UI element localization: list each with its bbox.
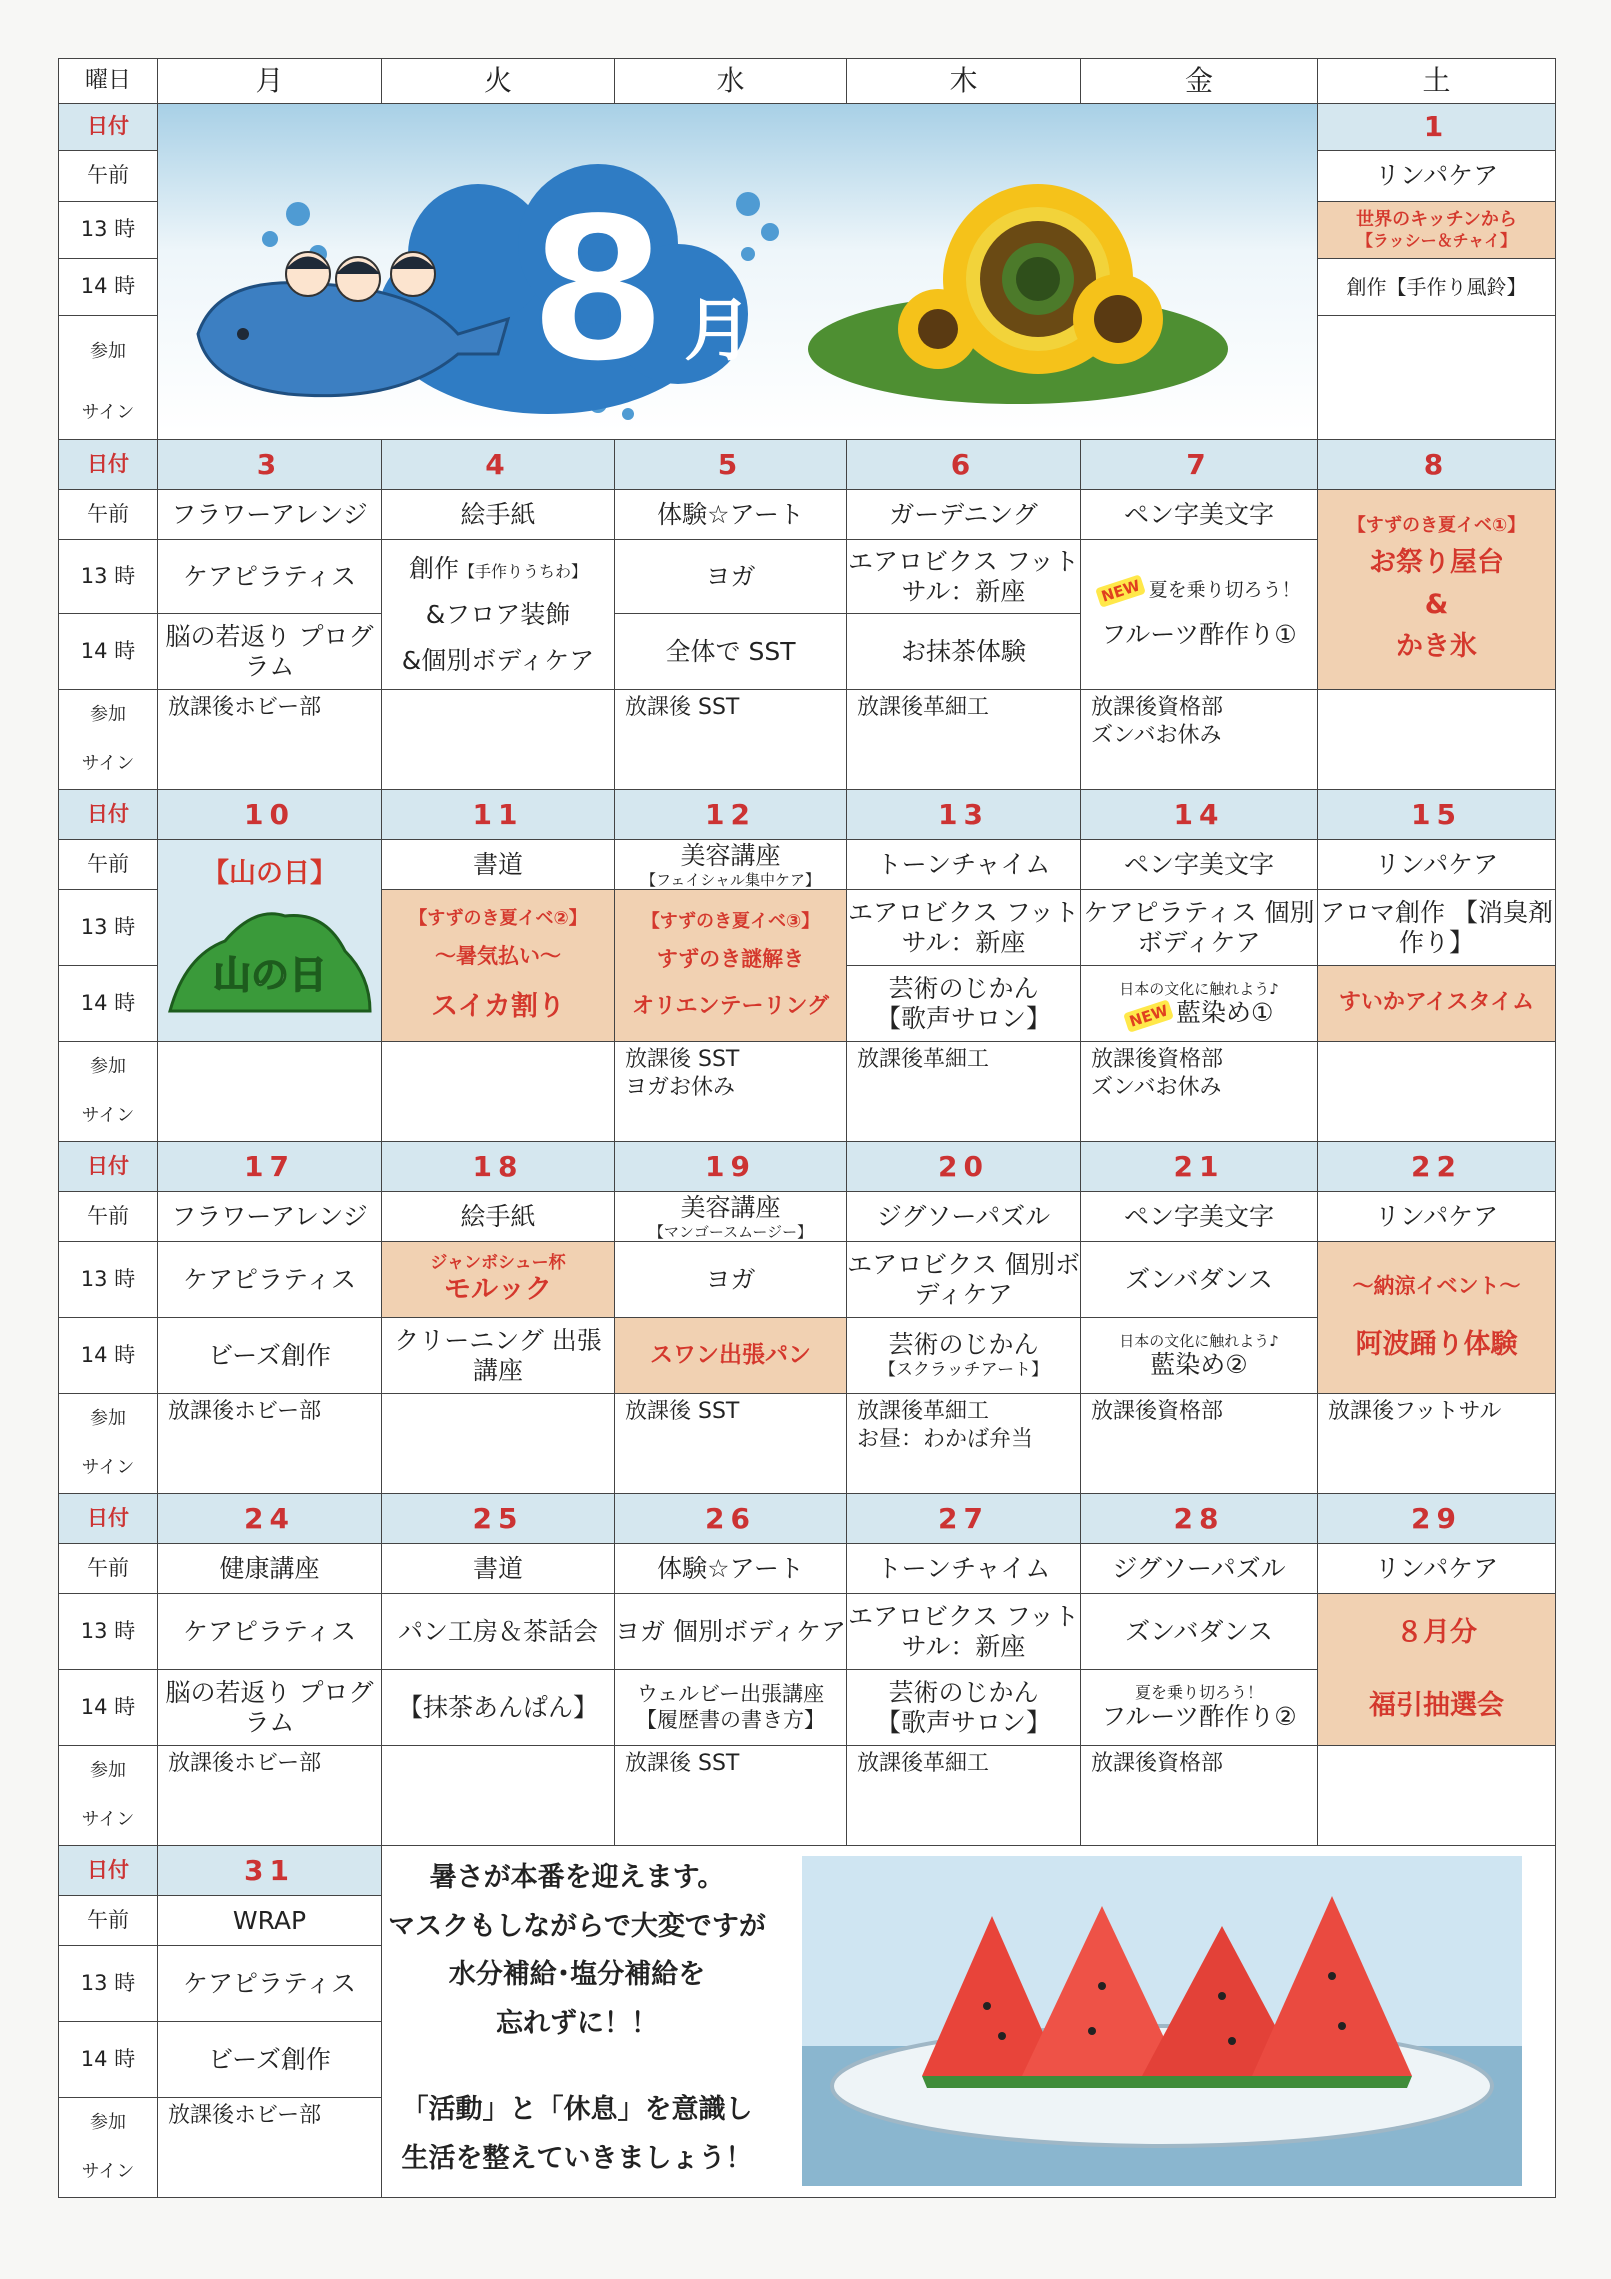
week5-sanka-row: [59, 1746, 1556, 1796]
week5-date-row: [59, 1494, 1556, 1544]
fri-after: 放課後資格部: [1081, 1394, 1318, 1494]
sat-event: [1318, 1594, 1556, 1746]
tue-h13-sub: 【手作りうちわ】: [459, 561, 588, 581]
tue-after: [382, 1746, 615, 1846]
wed-after: [615, 1042, 847, 1142]
sign-label: サイン: [59, 2148, 158, 2198]
thu-h14-title: 芸術のじかん: [888, 1330, 1039, 1360]
h13-label: 13 時: [59, 540, 158, 614]
date-3: 3: [158, 440, 382, 490]
h13-label: 13 時: [59, 1594, 158, 1670]
tue-h13: パン工房＆茶話会: [382, 1594, 615, 1670]
mon-h14: ビーズ創作: [158, 2022, 382, 2098]
new-badge-icon: NEW: [1123, 999, 1174, 1033]
date-18: 18: [382, 1142, 615, 1192]
am-label: 午前: [59, 1896, 158, 1946]
message-line5: 「活動」と「休息」を意識し: [401, 2094, 753, 2126]
week4-sanka-row: [59, 1394, 1556, 1444]
sign-label: サイン: [59, 740, 158, 790]
date-6: 6: [847, 440, 1081, 490]
wed-am-title: 美容講座: [680, 1192, 781, 1222]
thu-h13: エアロビクス フットサル：新座: [847, 890, 1081, 966]
date-21: 21: [1081, 1142, 1318, 1192]
date-11: 11: [382, 790, 615, 840]
sat-event-line1: ８月分: [1396, 1617, 1477, 1649]
date-5: 5: [615, 440, 847, 490]
fri-h13-h14: [1081, 540, 1318, 690]
date-27: 27: [847, 1494, 1081, 1544]
fri-after-1: 放課後資格部: [1091, 695, 1224, 720]
fri-h13-line: [1081, 576, 1317, 606]
sat-h14: 創作【手作り風鈴】: [1318, 259, 1556, 316]
date-8: 8: [1318, 440, 1556, 490]
week5-am-row: [59, 1544, 1556, 1594]
mon-am: フラワーアレンジ: [158, 490, 382, 540]
tue-h13-small: ジャンボシュー杯: [430, 1253, 566, 1274]
wed-am-title: 美容講座: [680, 840, 781, 870]
tue-event-sub: ～暑気払い～: [435, 943, 561, 968]
sat-h13: [1318, 202, 1556, 259]
thu-am: トーンチャイム: [847, 1544, 1081, 1594]
week5-13-row: [59, 1594, 1556, 1670]
mon-after: 放課後ホビー部: [158, 690, 382, 790]
fri-h14-note: 日本の文化に触れよう♪: [1119, 1331, 1279, 1350]
am-label: 午前: [59, 151, 158, 202]
mountain-icon: [165, 896, 375, 1016]
date-31: 31: [158, 1846, 382, 1896]
fri-h14-title: フルーツ酢作り②: [1101, 1702, 1297, 1732]
h13-label: 13 時: [59, 890, 158, 966]
fri-am: ペン字美文字: [1081, 840, 1318, 890]
date-22: 22: [1318, 1142, 1556, 1192]
wed-am: 体験☆アート: [615, 490, 847, 540]
fri-h14-note: 日本の文化に触れよう♪: [1119, 979, 1279, 998]
weekday-fri: 金: [1081, 59, 1318, 104]
date-15: 15: [1318, 790, 1556, 840]
tue-h13-title: 創作: [408, 553, 459, 583]
wed-after-2: ヨガお休み: [625, 1074, 736, 1100]
sign-label: サイン: [59, 1444, 158, 1494]
sanka-label: 参加: [59, 1746, 158, 1796]
new-badge-icon: NEW: [1095, 574, 1146, 608]
sanka-label: 参加: [59, 1042, 158, 1092]
wed-h14: 全体で SST: [615, 614, 847, 690]
holiday-sign-text: 山の日: [212, 953, 327, 998]
sat-event-line2: 福引抽選会: [1369, 1689, 1504, 1721]
banner-month-number: 8: [528, 174, 668, 407]
thu-after-1: 放課後革細工: [857, 1399, 990, 1424]
date-17: 17: [158, 1142, 382, 1192]
wed-h13: ヨガ: [615, 1242, 847, 1318]
week6-date-row: [59, 1846, 1556, 1896]
wed-after: 放課後 SST: [615, 1746, 847, 1846]
tue-after: [382, 690, 615, 790]
tue-h13: [382, 1242, 615, 1318]
week4-am-row: [59, 1192, 1556, 1242]
sanka-label: 参加: [59, 316, 158, 388]
thu-h14: [847, 966, 1081, 1042]
mon-h13: ケアピラティス: [158, 1242, 382, 1318]
message-line6: 生活を整えていきましょう！: [401, 2142, 753, 2174]
weekday-wed: 水: [615, 59, 847, 104]
thu-h13: エアロビクス フットサル：新座: [847, 540, 1081, 614]
closing-panel: [382, 1846, 1556, 2198]
wed-after: 放課後 SST: [615, 690, 847, 790]
sat-after: [1318, 1746, 1556, 1846]
tue-h13-main: モルック: [444, 1273, 552, 1305]
mon-h14: 脳の若返り プログラム: [158, 1670, 382, 1746]
week2-sanka-row: [59, 690, 1556, 740]
weekday-label: 曜日: [59, 59, 158, 104]
date-label: 日付: [59, 1142, 158, 1192]
message-line4: 忘れずに！！: [496, 2007, 658, 2039]
date-14: 14: [1081, 790, 1318, 840]
fri-h13-note: 夏を乗り切ろう！: [1148, 579, 1301, 602]
tue-h14: 【抹茶あんぱん】: [382, 1670, 615, 1746]
week3-sanka-row: [59, 1042, 1556, 1092]
fri-am: ペン字美文字: [1081, 1192, 1318, 1242]
fri-after-2: ズンバお休み: [1091, 1074, 1222, 1100]
mon-am: WRAP: [158, 1896, 382, 1946]
mon-after: 放課後ホビー部: [158, 1394, 382, 1494]
h14-label: 14 時: [59, 1318, 158, 1394]
weekday-thu: 木: [847, 59, 1081, 104]
weekday-header-row: [59, 59, 1556, 104]
calendar-table: [58, 58, 1556, 2198]
calendar-sheet: [58, 58, 1555, 2233]
tue-h14: &個別ボディケア: [401, 645, 595, 675]
tue-h13-line1: [382, 554, 614, 584]
sat-h13: アロマ創作 【消臭剤作り】: [1318, 890, 1556, 966]
thu-after: 放課後革細工: [847, 1746, 1081, 1846]
wed-am: [615, 840, 847, 890]
thu-h14: [847, 1318, 1081, 1394]
sat-am: リンパケア: [1318, 1544, 1556, 1594]
sat-event-line1: ～納涼イベント～: [1352, 1273, 1521, 1298]
wed-h13: ヨガ: [615, 540, 847, 614]
thu-am: ジグソーパズル: [847, 1192, 1081, 1242]
fri-h14-title: 藍染め②: [1150, 1349, 1248, 1379]
fri-h14: [1081, 1318, 1318, 1394]
sanka-label: 参加: [59, 690, 158, 740]
date-24: 24: [158, 1494, 382, 1544]
sat-h13-line1: 世界のキッチンから: [1356, 208, 1517, 230]
wed-after: 放課後 SST: [615, 1394, 847, 1494]
sat-after: [1318, 316, 1556, 440]
message-line3: 水分補給･塩分補給を: [448, 1959, 706, 1991]
mon-am: 健康講座: [158, 1544, 382, 1594]
week2-am-row: [59, 490, 1556, 540]
fri-h14: [1081, 1670, 1318, 1746]
fri-after-1: 放課後資格部: [1091, 1047, 1224, 1072]
thu-after-2: お昼：わかば弁当: [857, 1426, 1034, 1452]
fri-am: ペン字美文字: [1081, 490, 1318, 540]
date-10: 10: [158, 790, 382, 840]
weekday-tue: 火: [382, 59, 615, 104]
thu-h13: エアロビクス 個別ボディケア: [847, 1242, 1081, 1318]
sanka-label: 参加: [59, 2098, 158, 2148]
fri-h13: ズンバダンス: [1081, 1594, 1318, 1670]
wed-event-tag: 【すずのき夏イベ③】: [641, 910, 820, 932]
sat-event-line2: 阿波踊り体験: [1355, 1328, 1518, 1360]
am-label: 午前: [59, 490, 158, 540]
thu-h14-title: 芸術のじかん: [888, 973, 1039, 1003]
mon-after: 放課後ホビー部: [158, 2098, 382, 2198]
sat-event-line2: &: [1424, 589, 1449, 621]
sat-after: [1318, 1042, 1556, 1142]
message-line2: マスクもしながらで大変ですが: [388, 1910, 766, 1942]
tue-am: 絵手紙: [382, 1192, 615, 1242]
mon-h13: ケアピラティス: [158, 1594, 382, 1670]
date-label: 日付: [59, 1846, 158, 1896]
tue-event: [382, 890, 615, 1042]
date-label: 日付: [59, 1494, 158, 1544]
sat-after: 放課後フットサル: [1318, 1394, 1556, 1494]
date-label: 日付: [59, 104, 158, 151]
sat-am: リンパケア: [1318, 840, 1556, 890]
wed-am-sub: 【マンゴースムージー】: [648, 1222, 813, 1241]
thu-h14: [847, 1670, 1081, 1746]
am-label: 午前: [59, 1192, 158, 1242]
h13-label: 13 時: [59, 1946, 158, 2022]
thu-h14-sub: 【歌声サロン】: [875, 1707, 1051, 1737]
wed-event: [615, 890, 847, 1042]
sat-event: [1318, 1242, 1556, 1394]
h14-label: 14 時: [59, 259, 158, 316]
h14-label: 14 時: [59, 614, 158, 690]
sanka-label: 参加: [59, 1394, 158, 1444]
weekday-sat: 土: [1318, 59, 1556, 104]
sign-label: サイン: [59, 1796, 158, 1846]
h14-label: 14 時: [59, 966, 158, 1042]
date-12: 12: [615, 790, 847, 840]
date-29: 29: [1318, 1494, 1556, 1544]
h13-label: 13 時: [59, 1242, 158, 1318]
mon-h14: ビーズ創作: [158, 1318, 382, 1394]
sat-h13-line2: 【ラッシー＆チャイ】: [1356, 231, 1517, 251]
sat-am: リンパケア: [1318, 151, 1556, 202]
sign-label: サイン: [59, 1092, 158, 1142]
mon-holiday: [158, 840, 382, 1042]
thu-h14-sub: 【スクラッチアート】: [878, 1360, 1049, 1381]
h14-label: 14 時: [59, 2022, 158, 2098]
banner-illustration: [158, 104, 1318, 432]
tue-after: [382, 1394, 615, 1494]
fri-after: [1081, 690, 1318, 790]
thu-am: トーンチャイム: [847, 840, 1081, 890]
sat-event-line1: お祭り屋台: [1369, 546, 1504, 578]
tue-h13-h14: [382, 540, 615, 690]
thu-h14: お抹茶体験: [847, 614, 1081, 690]
thu-after: 放課後革細工: [847, 690, 1081, 790]
fri-after-2: ズンバお休み: [1091, 722, 1222, 748]
date-4: 4: [382, 440, 615, 490]
holiday-label: 【山の日】: [202, 857, 337, 889]
thu-after: 放課後革細工: [847, 1042, 1081, 1142]
wed-h14-text: スワン出張パン: [650, 1341, 811, 1368]
sat-h14-text: すいかアイスタイム: [1338, 990, 1535, 1016]
fri-h14-line: [1081, 997, 1317, 1031]
mon-after: 放課後ホビー部: [158, 1746, 382, 1846]
sign-label: サイン: [59, 388, 158, 440]
thu-am: ガーデニング: [847, 490, 1081, 540]
fri-h13: ズンバダンス: [1081, 1242, 1318, 1318]
mon-h13: ケアピラティス: [158, 1946, 382, 2022]
weekday-mon: 月: [158, 59, 382, 104]
fri-h13: ケアピラティス 個別ボディケア: [1081, 890, 1318, 966]
wed-h14-title: ウェルビー出張講座: [636, 1682, 825, 1707]
mon-h13: ケアピラティス: [158, 540, 382, 614]
date-28: 28: [1081, 1494, 1318, 1544]
am-label: 午前: [59, 840, 158, 890]
tue-am: 書道: [382, 1544, 615, 1594]
mon-h14: 脳の若返り プログラム: [158, 614, 382, 690]
sat-event-line3: かき氷: [1396, 631, 1477, 663]
wed-after-1: 放課後 SST: [625, 1047, 740, 1072]
fri-after: 放課後資格部: [1081, 1746, 1318, 1846]
week3-date-row: [59, 790, 1556, 840]
date-26: 26: [615, 1494, 847, 1544]
date-label: 日付: [59, 790, 158, 840]
banner-month-suffix: 月: [683, 292, 753, 371]
week3-am-row: [59, 840, 1556, 890]
fri-after: [1081, 1042, 1318, 1142]
wed-h13: ヨガ 個別ボディケア: [615, 1594, 847, 1670]
wed-h14-sub: 【履歴書の書き方】: [636, 1707, 825, 1732]
fri-h14-note: 夏を乗り切ろう！: [1134, 1682, 1263, 1702]
wed-am-sub: 【フェイシャル集中ケア】: [641, 870, 820, 889]
sat-am: リンパケア: [1318, 1192, 1556, 1242]
tue-h13-line2: &フロア装飾: [425, 599, 571, 629]
tue-h14: クリーニング 出張講座: [382, 1318, 615, 1394]
wed-h14: [615, 1670, 847, 1746]
h13-label: 13 時: [59, 202, 158, 259]
sat-h14: [1318, 966, 1556, 1042]
fri-h14: [1081, 966, 1318, 1042]
date-20: 20: [847, 1142, 1081, 1192]
august-banner: [158, 104, 1318, 440]
tue-event-tag: 【すずのき夏イベ②】: [409, 907, 587, 929]
thu-h13: エアロビクス フットサル：新座: [847, 1594, 1081, 1670]
date-19: 19: [615, 1142, 847, 1192]
thu-after: [847, 1394, 1081, 1494]
sat-after: [1318, 690, 1556, 790]
tue-event-main: スイカ割り: [431, 990, 565, 1022]
fri-h14-title: 藍染め①: [1175, 997, 1274, 1027]
fri-am: ジグソーパズル: [1081, 1544, 1318, 1594]
fri-h14: フルーツ酢作り①: [1101, 619, 1297, 649]
watermelon-illustration: [802, 1856, 1522, 2186]
week4-date-row: [59, 1142, 1556, 1192]
tue-am: 書道: [382, 840, 615, 890]
date-sat: 1: [1318, 104, 1556, 151]
week1-date-row: [59, 104, 1556, 151]
wed-am: 体験☆アート: [615, 1544, 847, 1594]
thu-h14-title: 芸術のじかん: [888, 1677, 1039, 1707]
wed-event-main: オリエンテーリング: [631, 993, 830, 1019]
tue-am: 絵手紙: [382, 490, 615, 540]
date-25: 25: [382, 1494, 615, 1544]
date-label: 日付: [59, 440, 158, 490]
closing-message: [382, 1854, 772, 2184]
wed-h14: [615, 1318, 847, 1394]
am-label: 午前: [59, 1544, 158, 1594]
week4-13-row: [59, 1242, 1556, 1318]
tue-after: [382, 1042, 615, 1142]
date-7: 7: [1081, 440, 1318, 490]
sat-event-tag: 【すずのき夏イベ①】: [1347, 515, 1526, 537]
mon-am: フラワーアレンジ: [158, 1192, 382, 1242]
wed-event-sub: すずのき謎解き: [656, 946, 805, 971]
sat-event: [1318, 490, 1556, 690]
thu-h14-sub: 【歌声サロン】: [875, 1003, 1051, 1033]
date-13: 13: [847, 790, 1081, 840]
week2-date-row: [59, 440, 1556, 490]
children-icon: [286, 252, 435, 301]
message-line1: 暑さが本番を迎えます。: [429, 1862, 725, 1893]
h14-label: 14 時: [59, 1670, 158, 1746]
wed-am: [615, 1192, 847, 1242]
mon-after: [158, 1042, 382, 1142]
